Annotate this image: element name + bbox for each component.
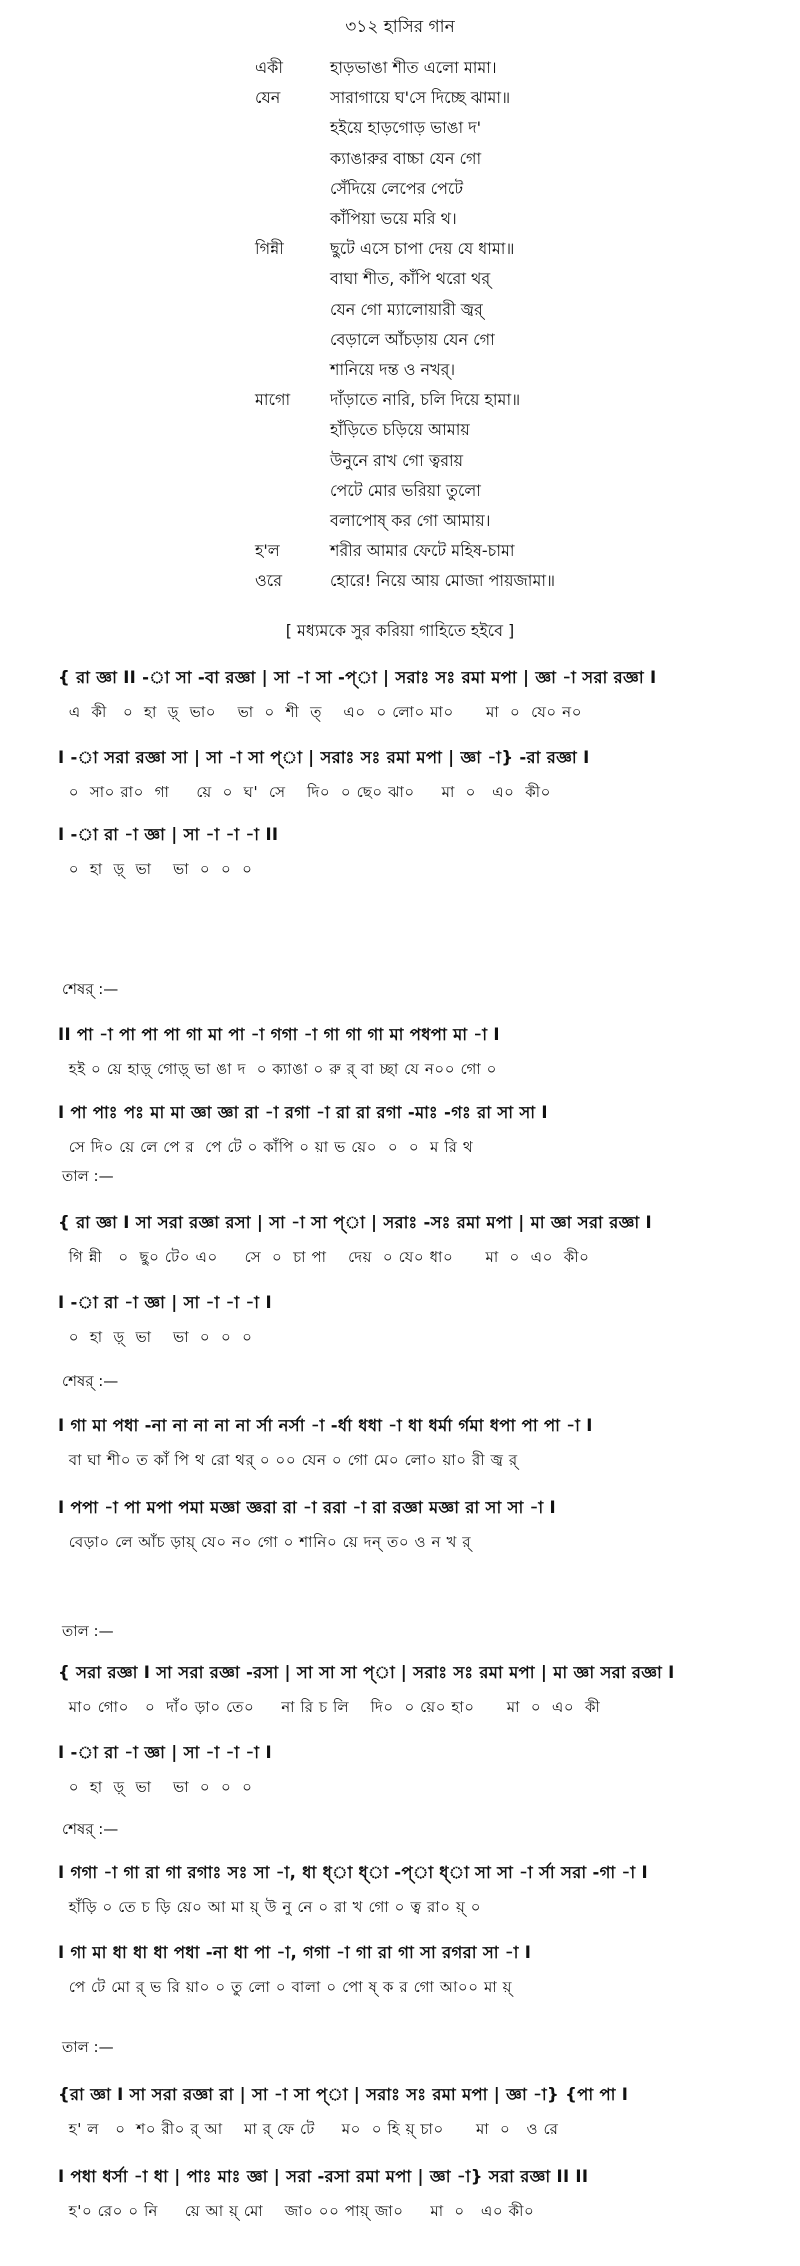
swara-line: I -া রা -া জ্ঞা | সা -া -া -া II (58, 825, 279, 844)
lyric-line (255, 85, 675, 115)
swara-line: I গা মা ধা ধা ধা পধা -না ধা পা -া, গগা -া গা রা গা সা রগরা সা -া I (58, 1943, 532, 1962)
swara-line: I পধা ধর্সা -া ধা | পাঃ মাঃ জ্ঞা | সরা -রসা রমা মপা | জ্ঞা -া} সরা রজ্ঞা II II (58, 2167, 589, 2186)
lyric-lead-word: মাগো (255, 390, 291, 410)
lyric-text: দাঁড়াতে নারি, চলি দিয়ে হামা॥ (330, 390, 521, 410)
bani-line: পে টে মো র্‌ ভ রি য়া০ ০ তু লো ০ বালা ০ পো ষ্‌ ক র গো আ০০ মা য়্‌ (68, 1978, 513, 1996)
lyric-line (255, 266, 675, 296)
lyric-text: উনুনে রাখ গো ত্বরায় (330, 450, 464, 470)
lyric-text: হোরে! নিয়ে আয় মোজা পায়জামা॥ (330, 571, 556, 591)
swara-line: {রা জ্ঞা I সা সরা রজ্ঞা রা | সা -া সা প্‌া | সরাঃ সঃ রমা মপা | জ্ঞা -া} {পা পা I (58, 2085, 629, 2104)
lyric-text: সেঁদিয়ে লেপের পেটে (330, 178, 464, 198)
section-label-taal-3: তাল :— (62, 2038, 114, 2056)
bani-line: হই ০ য়ে হাড়্‌ গোড়্‌ ভা ঙা দ ০ ক্যাঙা ০ রু র্‌ বা চ্ছা যে ন০০ গো ০ (58, 1060, 498, 1078)
bani-line: গি ন্নী ০ ছু০ টে০ এ০ সে ০ চা পা দেয় ০ যে০ ধা০ মা ০ এ০ কী০ (58, 1248, 590, 1266)
swara-line: I পপা -া পা মপা পমা মজ্ঞা জ্ঞরা রা -া ররা -া রা রজ্ঞা মজ্ঞা রা সা সা -া I (58, 1498, 556, 1517)
lyric-text: শানিয়ে দন্ত ও নখর্‌। (330, 360, 456, 379)
lyric-text: যেন গো ম্যালোয়ারী জ্বর্‌ (330, 299, 483, 319)
lyric-text: ক্যাঙারুর বাচ্চা যেন গো (330, 148, 482, 168)
page-title: ৩১২ হাসির গান (345, 17, 455, 37)
lyric-text: বেড়ালে আঁচড়ায় যেন গো (330, 329, 495, 349)
swara-line: I গগা -া গা রা গা রগাঃ সঃ সা -া, ধা ধ্‌া ধ্‌া -প্‌া ধ্‌া সা সা -া র্সা সরা -গা -া I (58, 1863, 648, 1882)
bani-line: ০ হা ড়্‌ ভা ভা ০ ০ ০ (58, 1778, 253, 1796)
bani-line: ০ হা ড়্‌ ভা ভা ০ ০ ০ (58, 860, 253, 878)
lyric-text: কাঁপিয়া ভয়ে মরি থ। (330, 209, 457, 228)
lyric-text: বাঘা শীত, কাঁপি থরো থর্‌ (330, 269, 491, 289)
lyric-line (255, 417, 675, 447)
lyric-line (255, 327, 675, 357)
lyric-line (255, 357, 675, 387)
lyric-line (255, 448, 675, 478)
lyric-text: ছুটে এসে চাপা দেয় যে ধামা॥ (330, 239, 515, 259)
lyric-lead-word: যেন (255, 88, 281, 108)
bani-line: ০ হা ড়্‌ ভা ভা ০ ০ ০ (58, 1328, 253, 1346)
swara-line: II পা -া পা পা পা গা মা পা -া গগা -া গা গা গা মা পধপা মা -া I (58, 1025, 500, 1044)
lyric-lead-word: ওরে (255, 571, 283, 591)
swara-line: { সরা রজ্ঞা I সা সরা রজ্ঞা -রসা | সা সা সা প্‌া | সরাঃ সঃ রমা মপা | মা জ্ঞা সরা রজ্ঞা I (58, 1663, 675, 1682)
lyric-lead-word: একী (255, 58, 283, 77)
bani-line: সে দি০ য়ে লে পে র পে টে ০ কাঁপি ০ য়া ভ য়ে০ ০ ০ ম রি থ (58, 1138, 474, 1156)
bani-line: হাঁড়ি ০ তে চ ড়ি য়ে০ আ মা য়্‌ উ নু নে ০ রা খ গো ০ ত্ব রা০ য়্‌ ০ (58, 1898, 482, 1916)
section-label-taal-2: তাল :— (62, 1622, 114, 1640)
section-label-sheshar-1: শেষর্‌ :— (62, 980, 119, 998)
lyric-line (255, 568, 675, 598)
lyric-text: হাড়ভাঙা শীত এলো মামা। (330, 58, 497, 77)
lyric-line (255, 478, 675, 508)
lyric-text: শরীর আমার ফেটে মহিষ-চামা (330, 541, 515, 561)
lyric-line (255, 206, 675, 236)
lyric-line (255, 115, 675, 145)
lyric-line (255, 176, 675, 206)
bani-line: বা ঘা শী০ ত কাঁ পি থ রো থর্‌ ০ ০০ যেন ০ গো মে০ লো০ য়া০ রী জ্ব র্‌ (68, 1451, 518, 1469)
bani-line: মা০ গো০ ০ দাঁ০ ড়া০ তে০ না রি চ লি দি০ ০ য়ে০ হা০ মা ০ এ০ কী (58, 1698, 601, 1716)
lyric-text: পেটে মোর ভরিয়া তুলো (330, 480, 481, 500)
bani-line: হ' ল ০ শ০ রী০ র্‌ আ মা র্‌ ফে টে ম০ ০ হি য়্‌ চা০ মা ০ ও রে (58, 2120, 559, 2138)
lyric-text: হইয়ে হাড়গোড় ভাঙা দ' (330, 118, 482, 138)
lyric-line (255, 55, 675, 85)
section-label-sheshar-2: শেষর্‌ :— (62, 1372, 119, 1390)
bani-line: ০ সা০ রা০ গা য়ে ০ ঘ' সে দি০ ০ ছে০ ঝা০ মা ০ এ০ কী০ (58, 783, 551, 801)
lyric-line (255, 508, 675, 538)
swara-line: I পা পাঃ পঃ মা মা জ্ঞা জ্ঞা রা -া রগা -া রা রা রগা -মাঃ -গঃ রা সা সা I (58, 1103, 548, 1122)
lyric-lead-word: হ'ল (255, 541, 280, 561)
swara-line: { রা জ্ঞা II -া সা -বা রজ্ঞা | সা -া সা -প্‌া | সরাঃ সঃ রমা মপা | জ্ঞা -া সরা রজ্ঞা I (58, 668, 657, 687)
lyric-line (255, 387, 675, 417)
swara-line: I -া রা -া জ্ঞা | সা -া -া -া I (58, 1743, 272, 1762)
bani-line: বেড়া০ লে আঁচ ড়ায়্‌ যে০ ন০ গো ০ শানি০ য়ে দন্‌ ত০ ও ন খ র্‌ (68, 1533, 472, 1551)
bani-line: হ'০ রে০ ০ নি য়ে আ য়্‌ মো জা০ ০০ পায়্‌ জা০ মা ০ এ০ কী০ (58, 2202, 535, 2220)
swara-line: I -া রা -া জ্ঞা | সা -া -া -া I (58, 1293, 272, 1312)
lyric-text: বলাপোষ্‌ কর গো আমায়। (330, 511, 491, 530)
lyric-lead-word: গিন্নী (255, 239, 284, 259)
swara-line: I -া সরা রজ্ঞা সা | সা -া সা প্‌া | সরাঃ সঃ রমা মপা | জ্ঞা -া} -রা রজ্ঞা I (58, 748, 590, 767)
swara-line: I গা মা পধা -না না না না না র্সা নর্সা -া -র্ধা ধধা -া ধা ধর্মা র্গমা ধপা পা পা -া I (58, 1416, 593, 1435)
section-label-taal-1: তাল :— (62, 1167, 114, 1185)
lyric-line (255, 146, 675, 176)
section-label-sheshar-3: শেষর্‌ :— (62, 1820, 119, 1838)
lyric-line (255, 297, 675, 327)
swara-line: { রা জ্ঞা I সা সরা রজ্ঞা রসা | সা -া সা প্‌া | সরাঃ -সঃ রমা মপা | মা জ্ঞা সরা রজ্ঞা I (58, 1213, 652, 1232)
bani-line: এ কী ০ হা ড়্‌ ভা০ ভা ০ শী ত্‌ এ০ ০ লো০ মা০ মা ০ যে০ ন০ (58, 703, 583, 721)
lyric-text: সারাগায়ে ঘ'সে দিচ্ছে ঝামা॥ (330, 88, 511, 108)
lyric-text: হাঁড়িতে চড়িয়ে আমায় (330, 420, 470, 440)
lyric-line (255, 538, 675, 568)
singing-instruction: [ মধ্যমকে সুর করিয়া গাহিতে হইবে ] (285, 621, 515, 640)
lyric-line (255, 236, 675, 266)
